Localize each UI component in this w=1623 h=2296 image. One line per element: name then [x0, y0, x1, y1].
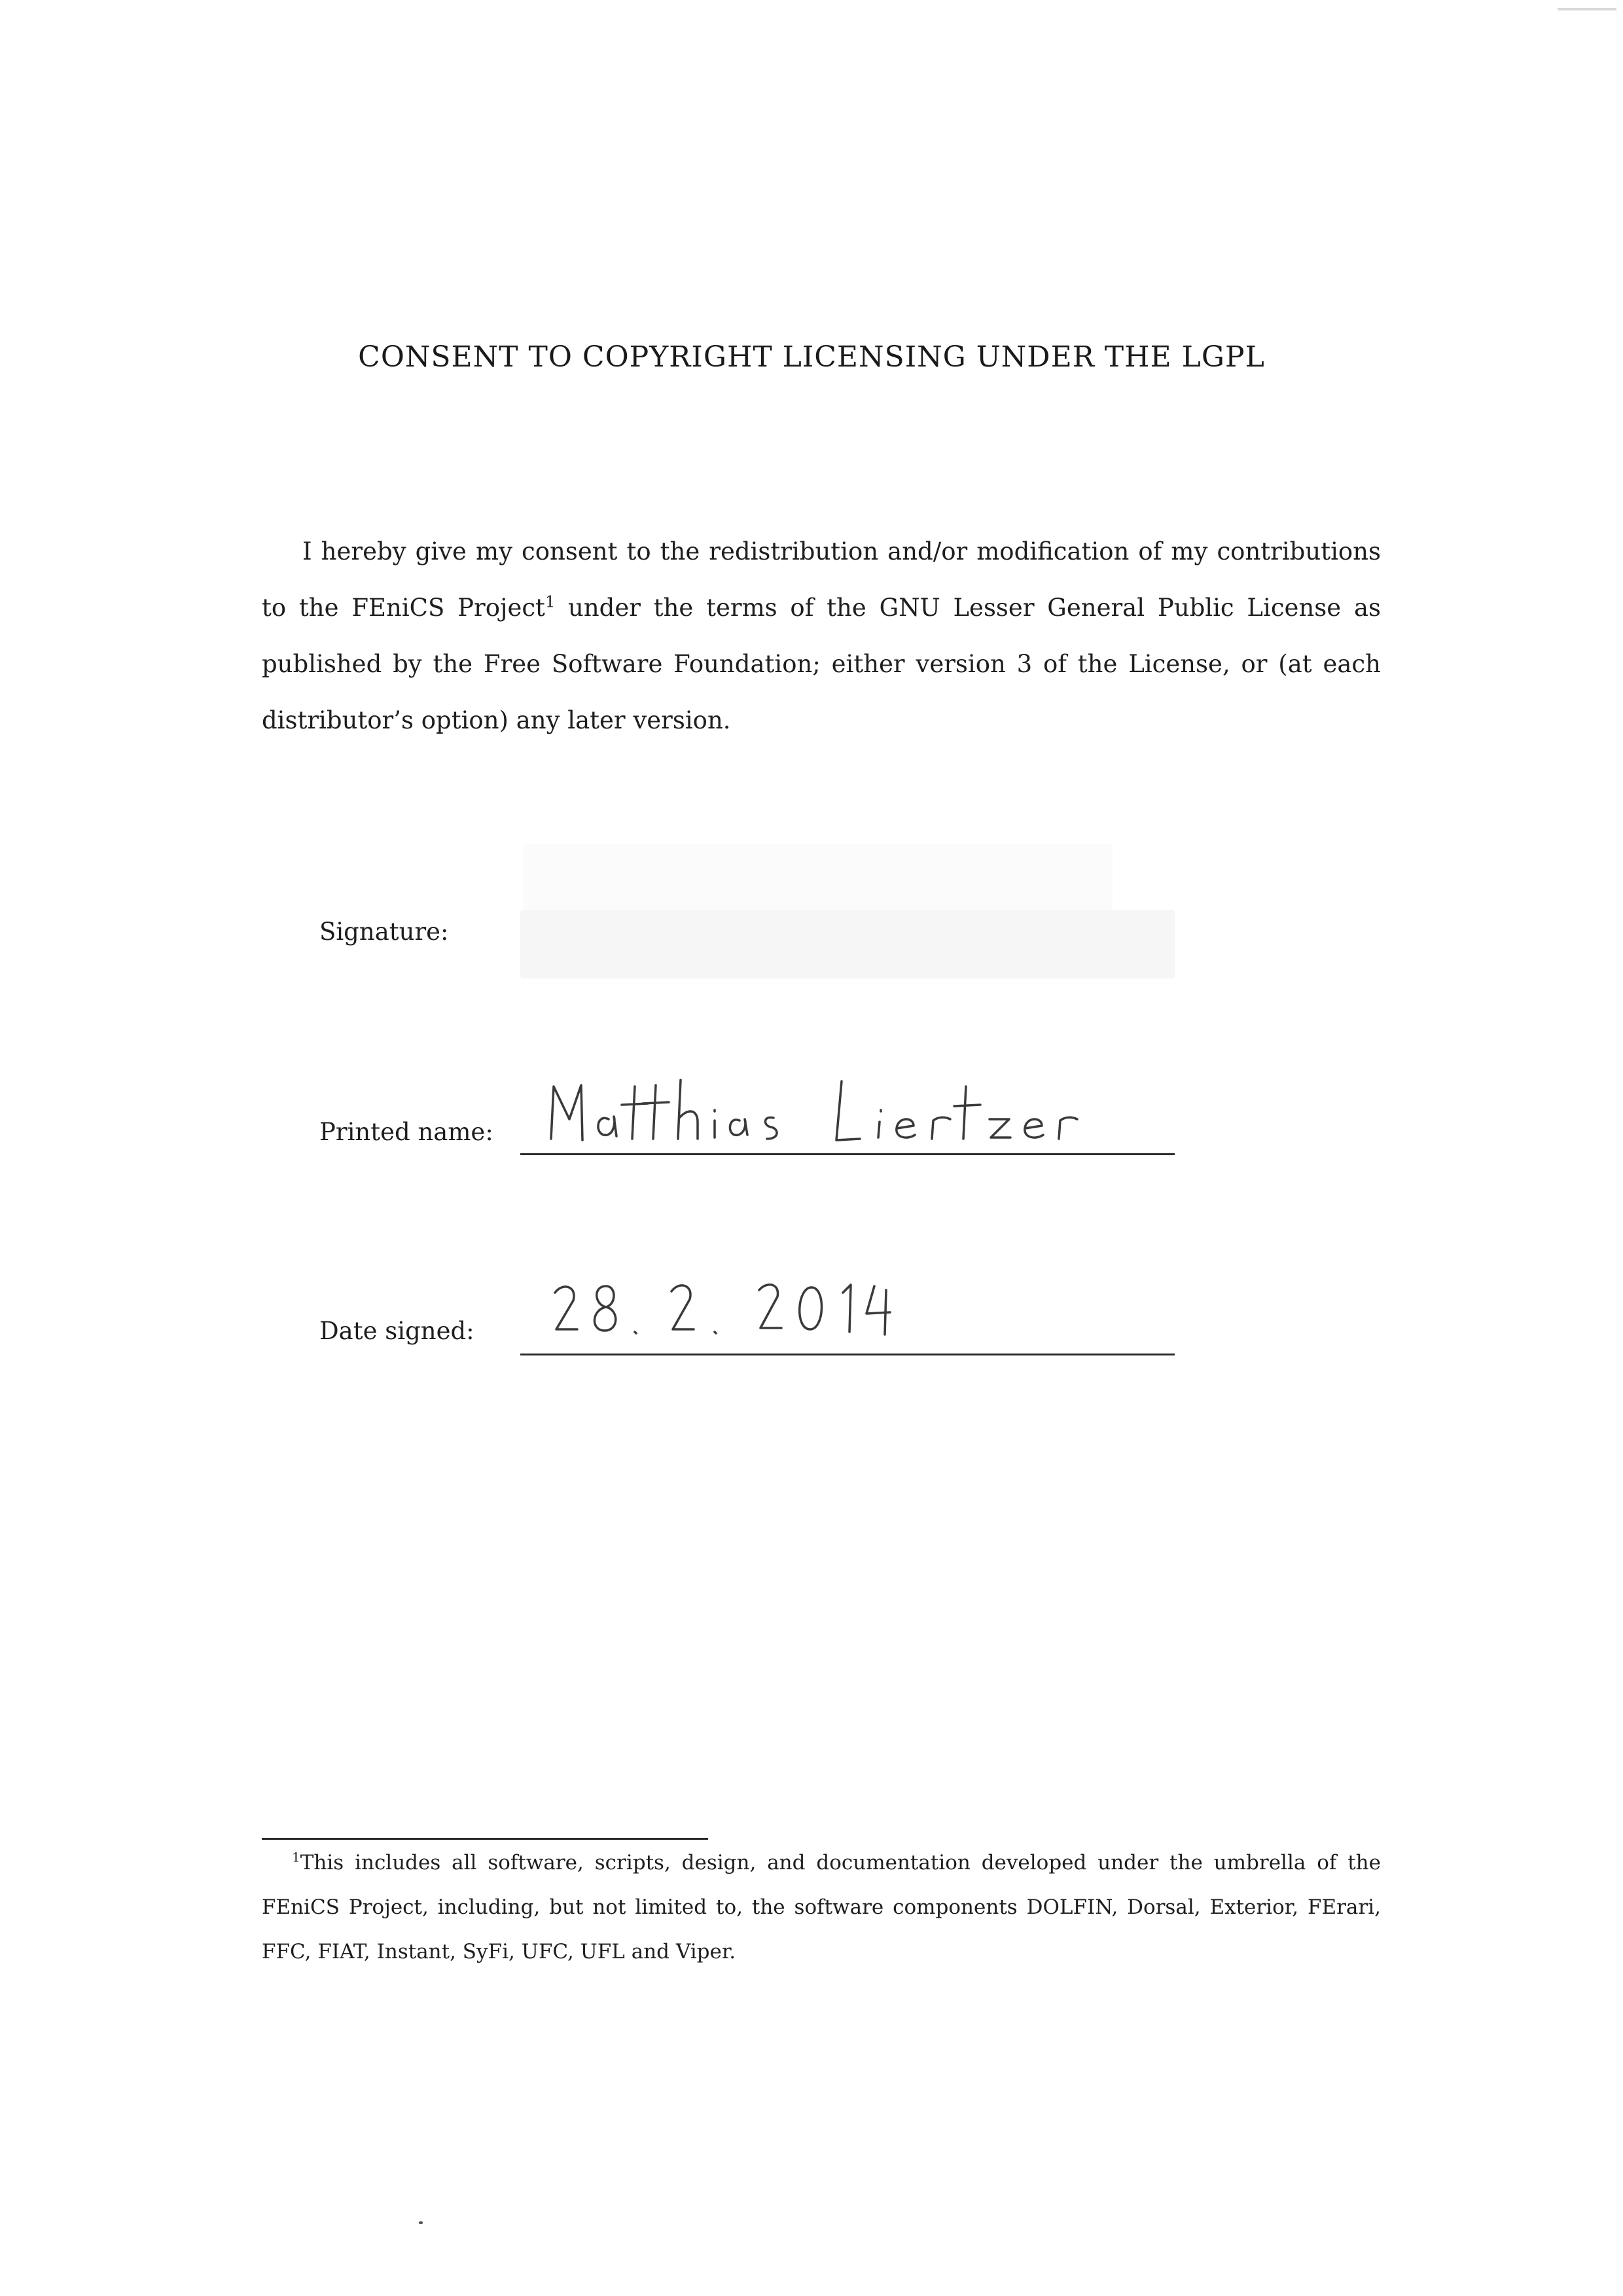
- document-title: CONSENT TO COPYRIGHT LICENSING UNDER THE LGPL: [358, 340, 1265, 374]
- date-signed-line: [520, 1354, 1175, 1355]
- signature-redacted: [520, 910, 1175, 978]
- scan-artifact: [1558, 8, 1616, 10]
- date-signed-label: Date signed:: [319, 1317, 474, 1345]
- printed-name-signature-drawing: [543, 1067, 1171, 1152]
- date-signed-drawing: [543, 1266, 1171, 1352]
- footnote-text: This includes all software, scripts, design, and documentation developed under the umbrella of the FEniCS Project, including, but not limited to, the software components DOLFIN, Dorsal, Exterior, FErari, FFC, FIAT, Instant, SyFi, UFC, UFL and Viper.: [262, 1851, 1381, 1964]
- footnote-rule: [262, 1838, 708, 1840]
- signature-redaction-area: [524, 844, 1113, 910]
- signature-label: Signature:: [319, 918, 449, 946]
- consent-paragraph: [262, 524, 1381, 749]
- printed-name-handwriting: [543, 1067, 1171, 1152]
- printed-name-label: Printed name:: [319, 1118, 493, 1146]
- scan-speck: [419, 2221, 423, 2224]
- footnote: [262, 1840, 1381, 1974]
- date-signed-handwriting: [543, 1266, 1171, 1352]
- footnote-marker: 1: [292, 1849, 300, 1865]
- consent-text-start: I hereby give my consent to the redistribution and/or modification of my contributions to the FEniCS Project: [262, 537, 1381, 622]
- printed-name-line: [520, 1153, 1175, 1155]
- footnote-reference: 1: [544, 592, 556, 611]
- consent-text-end: under the terms of the GNU Lesser General Public License as published by the Free Software Foundation; either version 3 of the License, or (at each distributor’s option) any later version.: [262, 594, 1382, 734]
